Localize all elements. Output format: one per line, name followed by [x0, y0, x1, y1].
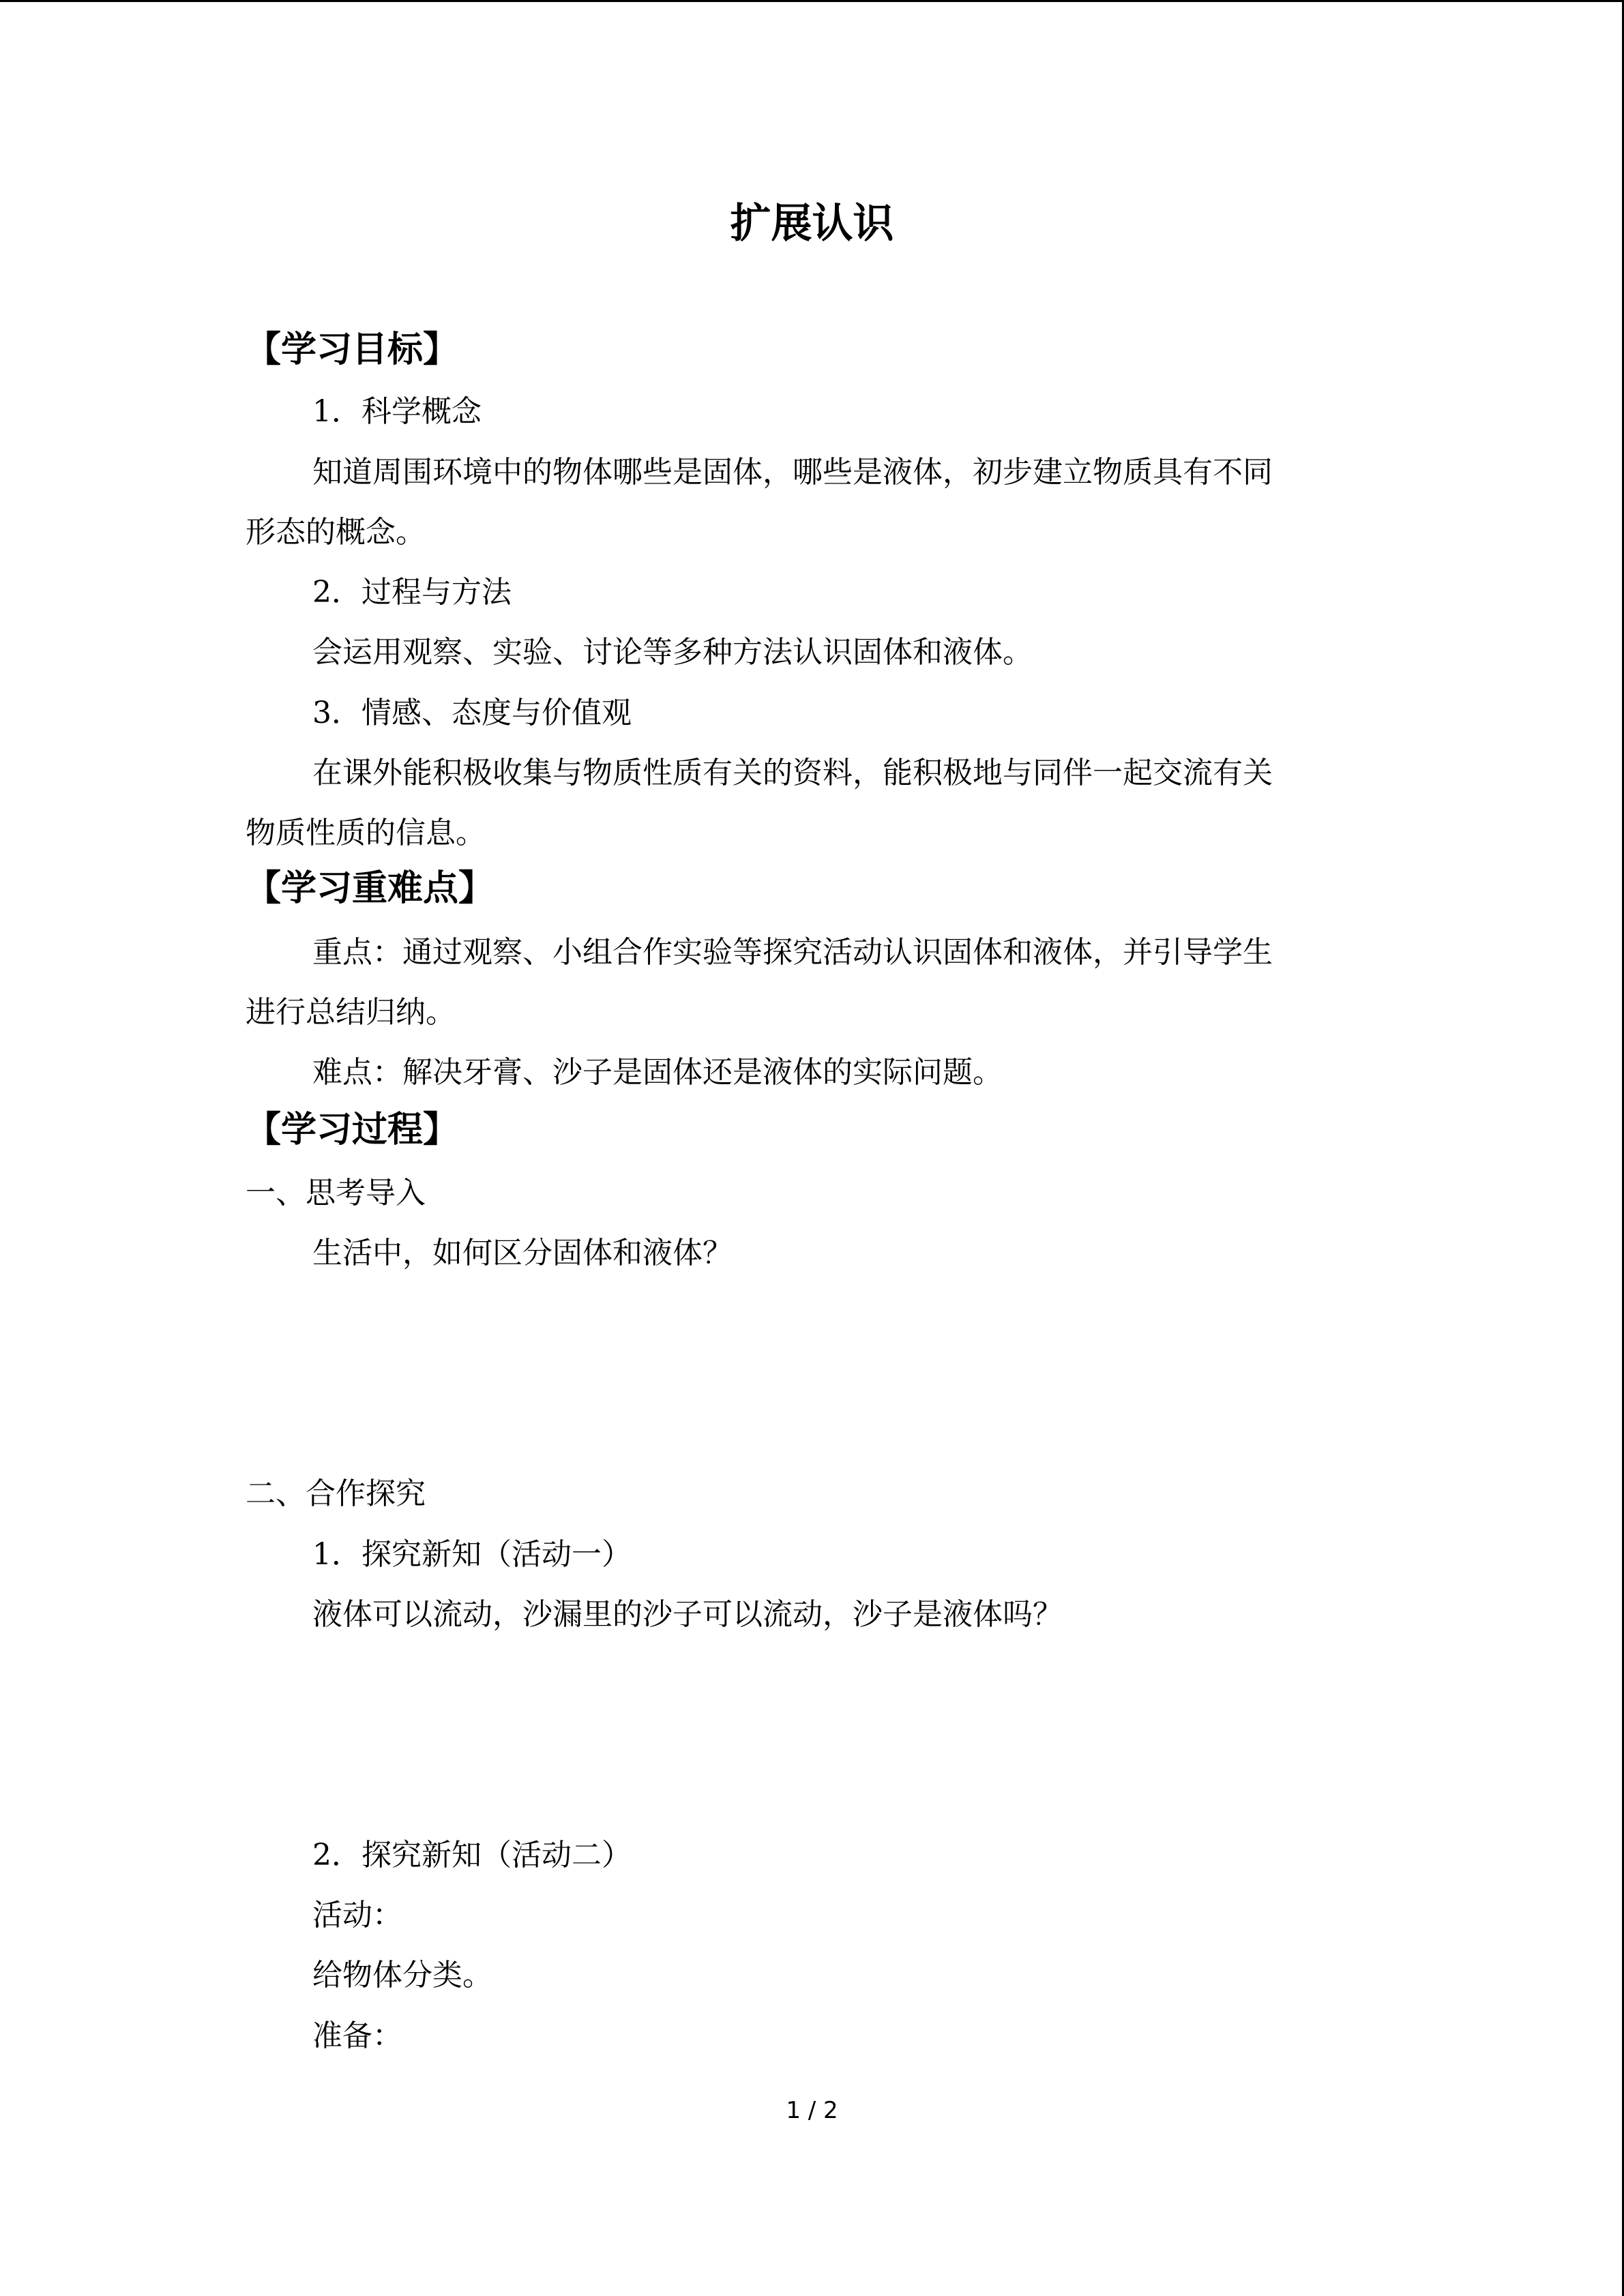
key-points-difficulty: 难点：解决牙膏、沙子是固体还是液体的实际问题。: [312, 1055, 1003, 1090]
goals-item1-title: 1．科学概念: [312, 394, 482, 429]
activity2-text: 给物体分类。: [312, 1958, 492, 1993]
goals-item2-text: 会运用观察、实验、讨论等多种方法认识固体和液体。: [312, 635, 1033, 670]
activity2-label: 活动：: [312, 1898, 402, 1933]
activity1-title: 1．探究新知（活动一）: [312, 1537, 632, 1572]
goals-item3-text-line2: 物质性质的信息。: [246, 816, 486, 850]
goals-item1-text-line1: 知道周围环境中的物体哪些是固体，哪些是液体，初步建立物质具有不同: [312, 455, 1273, 490]
goals-item1-text-line2: 形态的概念。: [246, 515, 426, 550]
process-part2-title: 二、合作探究: [246, 1476, 426, 1511]
key-points-focus-line1: 重点：通过观察、小组合作实验等探究活动认识固体和液体，并引导学生: [312, 935, 1273, 970]
page-border-top: [0, 0, 1624, 2]
key-points-heading: 【学习重难点】: [246, 868, 494, 909]
process-part1-question: 生活中，如何区分固体和液体？: [312, 1236, 733, 1270]
document-title: 扩展认识: [730, 200, 894, 248]
key-points-focus-line2: 进行总结归纳。: [246, 995, 456, 1030]
goals-item3-title: 3．情感、态度与价值观: [312, 696, 632, 730]
goals-heading: 【学习目标】: [246, 329, 459, 370]
activity1-question: 液体可以流动，沙漏里的沙子可以流动，沙子是液体吗？: [312, 1597, 1063, 1632]
page-number: 1 / 2: [786, 2097, 838, 2124]
goals-item3-text-line1: 在课外能积极收集与物质性质有关的资料，能积极地与同伴一起交流有关: [312, 756, 1273, 790]
process-part1-title: 一、思考导入: [246, 1176, 426, 1210]
process-heading: 【学习过程】: [246, 1109, 459, 1150]
goals-item2-title: 2．过程与方法: [312, 575, 512, 610]
activity2-prep: 准备：: [312, 2018, 402, 2053]
activity2-title: 2．探究新知（活动二）: [312, 1838, 632, 1873]
